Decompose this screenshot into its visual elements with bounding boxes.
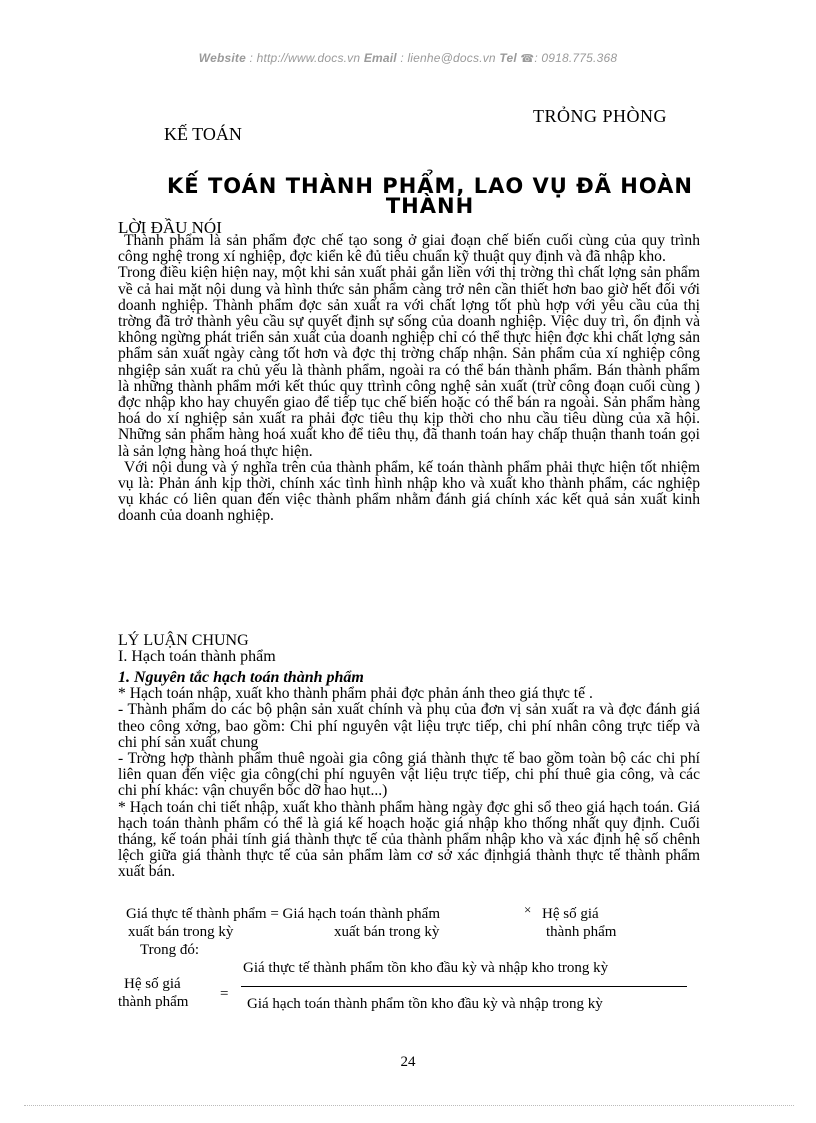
section-intro-heading: LỜI ĐẦU NÓI	[118, 218, 222, 237]
intro-paragraph-2: Trong điều kiện hiện nay, một khi sản xuất phải gắn liền với thị trờng thì chất lợng sản phẩm về cả hai mặt nội dung và hình thức sản phẩm càng trở nên cần thiết hơn bao giờ hết đối với doanh nghiệp. Thành phẩm đợc sản xuất ra với chất lợng tốt phù hợp với yêu cầu của thị trờng đã trở thành yêu cầu sự quyết định sự sống của doanh nghiệp. Việc duy trì, ổn định và không ngừng phát triển sản xuất của doanh nghiệp chỉ có thể thực hiện đợc khi chất lợng sản phẩm sản xuất ngày càng tốt hơn và đợc thị trờng chấp nhận. Sản phẩm của xí nghiệp công nhgiệp sản xuất ra chủ yếu là thành phẩm, ngoài ra có thể bán thành phẩm. Bán thành phẩm là những thành phẩm mới kết thúc quy ttrình công nghệ sản xuất (trừ công đoạn cuối cùng ) đợc nhập kho hay chuyển giao để tiếp tục chế biến hoặc có thể bán ra ngoài. Sản phẩm hàng hoá do xí nghiệp sản xuất ra phải đợc tiêu thụ kịp thời cho nhu cầu tiêu dùng của xã hội. Những sản phẩm hàng hoá xuất kho để tiêu thụ, đã thanh toán hay chấp thuận thanh toán gọi là sản lợng hàng hoá thực hiện.	[118, 264, 700, 460]
formula-coef-top: Hệ số giá	[542, 906, 599, 922]
site-header	[0, 51, 816, 65]
formula-sub-left: xuất bán trong kỳ	[128, 924, 234, 940]
section-theory-block	[118, 632, 276, 666]
page-number: 24	[400, 1054, 416, 1070]
truong-phong-label: TRỎNG PHÒNG	[533, 106, 668, 126]
fraction-denominator: Giá hạch toán thành phẩm tồn kho đầu kỳ và nhập trong kỳ	[247, 996, 603, 1012]
section-i-heading: I. Hạch toán thành phẩm	[118, 648, 276, 665]
coef-lhs-top: Hệ số giá	[124, 976, 181, 992]
section-theory-heading: LÝ LUẬN CHUNG	[118, 632, 249, 649]
phone-icon: ☎	[520, 53, 535, 65]
formula-where-label: Trong đó:	[140, 942, 200, 958]
footer-divider	[24, 1105, 794, 1106]
principle-paragraph-1: * Hạch toán nhập, xuất kho thành phẩm phải đợc phản ánh theo giá thực tế .	[118, 685, 593, 703]
subsection-1-title: 1. Nguyên tắc hạch toán thành phẩm	[118, 669, 364, 686]
principles-body	[118, 670, 700, 881]
website-value: : http://www.docs.vn	[249, 51, 361, 65]
fraction-numerator: Giá thực tế thành phẩm tồn kho đầu kỳ và nhập kho trong kỳ	[243, 960, 609, 976]
intro-paragraph-3: Với nội dung và ý nghĩa trên của thành phẩm, kế toán thành phẩm phải thực hiện tốt nhiệm vụ là: Phản ánh kịp thời, chính xác tình hình nhập kho và xuất kho thành phẩm, các nghiệp vụ khác có liên quan đến việc thành phẩm nhằm đánh giá chính xác kết quả sản xuất kinh doanh của doanh nghiệp.	[118, 458, 700, 525]
fraction-bar	[241, 986, 687, 987]
equals-sign: =	[220, 986, 229, 1002]
ke-toan-label: KẾ TOÁN	[164, 124, 242, 144]
principle-paragraph-2: - Thành phẩm do các bộ phận sản xuất chính và phụ của đơn vị sản xuất ra và đợc đánh giá theo công xởng, bao gồm: Chi phí nguyên vật liệu trực tiếp, chi phí nhân công trực tiếp và chi phí sản xuất chung	[118, 701, 700, 751]
formula-sub-mid: xuất bán trong kỳ	[334, 924, 440, 940]
principle-paragraph-3: - Trờng hợp thành phẩm thuê ngoài gia công giá thành thực tế bao gồm toàn bộ các chi phí liên quan đến việc gia công(chi phí nguyên vật liệu trực tiếp, chi phí thuê gia công, và các chi phí khác: vận chuyển bốc dỡ hao hụt...)	[118, 750, 700, 800]
formula-coef-bottom: thành phẩm	[546, 924, 617, 940]
intro-body	[118, 233, 700, 525]
multiply-sign: ×	[524, 902, 532, 917]
principle-paragraph-4: * Hạch toán chi tiết nhập, xuất kho thành phẩm hàng ngày đợc ghi sổ theo giá hạch toán. Giá hạch toán thành phẩm có thể là giá kế hoạch hoặc giá nhập kho thống nhất quy định. Cuối tháng, kế toán phải tính giá thành thực tế của thành phẩm nhập kho và xác định hệ số chênh lệch giữa giá thành thực tế của sản phẩm làm cơ sở xác địnhgiá thành thực tế thành phẩm xuất bán.	[118, 798, 700, 881]
email-label: Email	[363, 51, 397, 65]
coef-lhs-bottom: thành phẩm	[118, 994, 189, 1010]
tel-label: Tel	[499, 51, 517, 65]
intro-paragraph-1: Thành phẩm là sản phẩm đợc chế tạo song ở giai đoạn chế biến cuối cùng của quy trình công nghệ trong xí nghiệp, đợc kiển kê đủ tiêu chuẩn kỹ thuật quy định và đã nhập kho.	[118, 232, 700, 266]
document-title: KẾ TOÁN THÀNH PHẨM, LAO VỤ ĐÃ HOÀN THÀNH	[167, 174, 693, 218]
email-value: : lienhe@docs.vn	[400, 51, 496, 65]
formula-main-line: Giá thực tế thành phẩm = Giá hạch toán thành phẩm	[126, 906, 440, 922]
website-label: Website	[198, 51, 246, 65]
tel-value: : 0918.775.368	[534, 51, 618, 65]
